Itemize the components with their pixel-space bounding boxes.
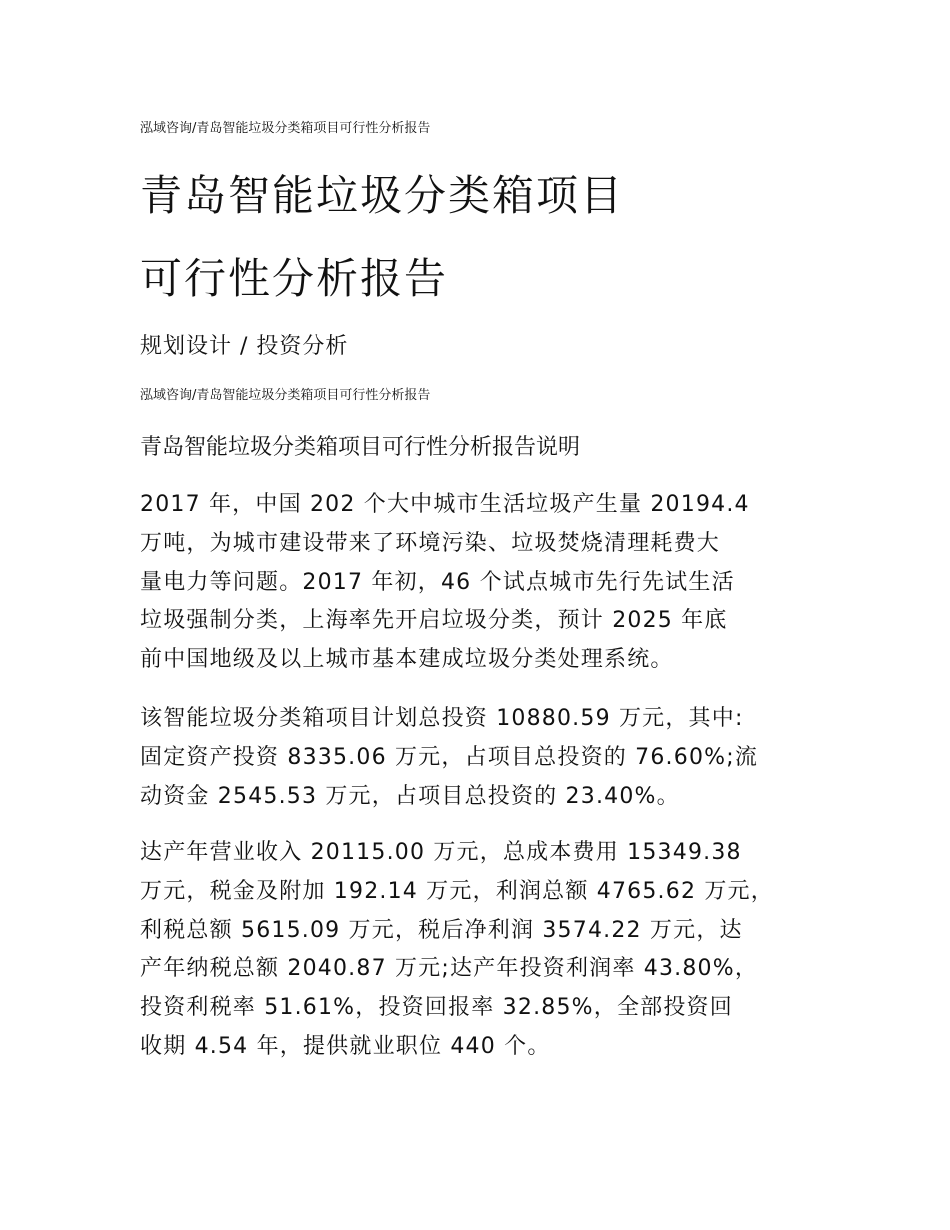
paragraph-line: 2017 年，中国 202 个大中城市生活垃圾产生量 20194.4: [140, 492, 750, 517]
section-heading: 青岛智能垃圾分类箱项目可行性分析报告说明: [140, 435, 581, 460]
paragraph-line: 垃圾强制分类，上海率先开启垃圾分类，预计 2025 年底: [140, 608, 728, 634]
paragraph-line: 前中国地级及以上城市基本建成垃圾分类处理系统。: [140, 647, 674, 673]
paragraph-background: [140, 486, 830, 680]
paragraph-financials: [140, 834, 830, 1067]
paragraph-line: 投资利税率 51.61%，投资回报率 32.85%，全部投资回: [140, 995, 733, 1021]
paragraph-line: 达产年营业收入 20115.00 万元，总成本费用 15349.38: [140, 840, 742, 865]
paragraph-line: 量电力等问题。2017 年初，46 个试点城市先行先试生活: [140, 569, 735, 595]
paragraph-line: 固定资产投资 8335.06 万元，占项目总投资的 76.60%;流: [140, 744, 759, 770]
paragraph-line: 万元，税金及附加 192.14 万元，利润总额 4765.62 万元，: [140, 878, 774, 904]
paragraph-line: 万吨，为城市建设带来了环境污染、垃圾焚烧清理耗费大: [140, 530, 721, 556]
running-header: 泓域咨询/青岛智能垃圾分类箱项目可行性分析报告: [140, 121, 431, 136]
paragraph-line: 该智能垃圾分类箱项目计划总投资 10880.59 万元，其中:: [140, 706, 744, 731]
paragraph-investment: [140, 700, 830, 816]
paragraph-line: 产年纳税总额 2040.87 万元;达产年投资利润率 43.80%，: [140, 956, 759, 982]
paragraph-line: 收期 4.54 年，提供就业职位 440 个。: [140, 1033, 551, 1059]
running-header-secondary: 泓域咨询/青岛智能垃圾分类箱项目可行性分析报告: [140, 388, 431, 403]
paragraph-line: 利税总额 5615.09 万元，税后净利润 3574.22 万元，达: [140, 917, 743, 943]
report-title-line-2: 可行性分析报告: [140, 254, 449, 303]
report-subtitle: 规划设计 / 投资分析: [140, 334, 349, 359]
paragraph-line: 动资金 2545.53 万元，占项目总投资的 23.40%。: [140, 783, 680, 809]
report-title-line-1: 青岛智能垃圾分类箱项目: [140, 171, 625, 220]
